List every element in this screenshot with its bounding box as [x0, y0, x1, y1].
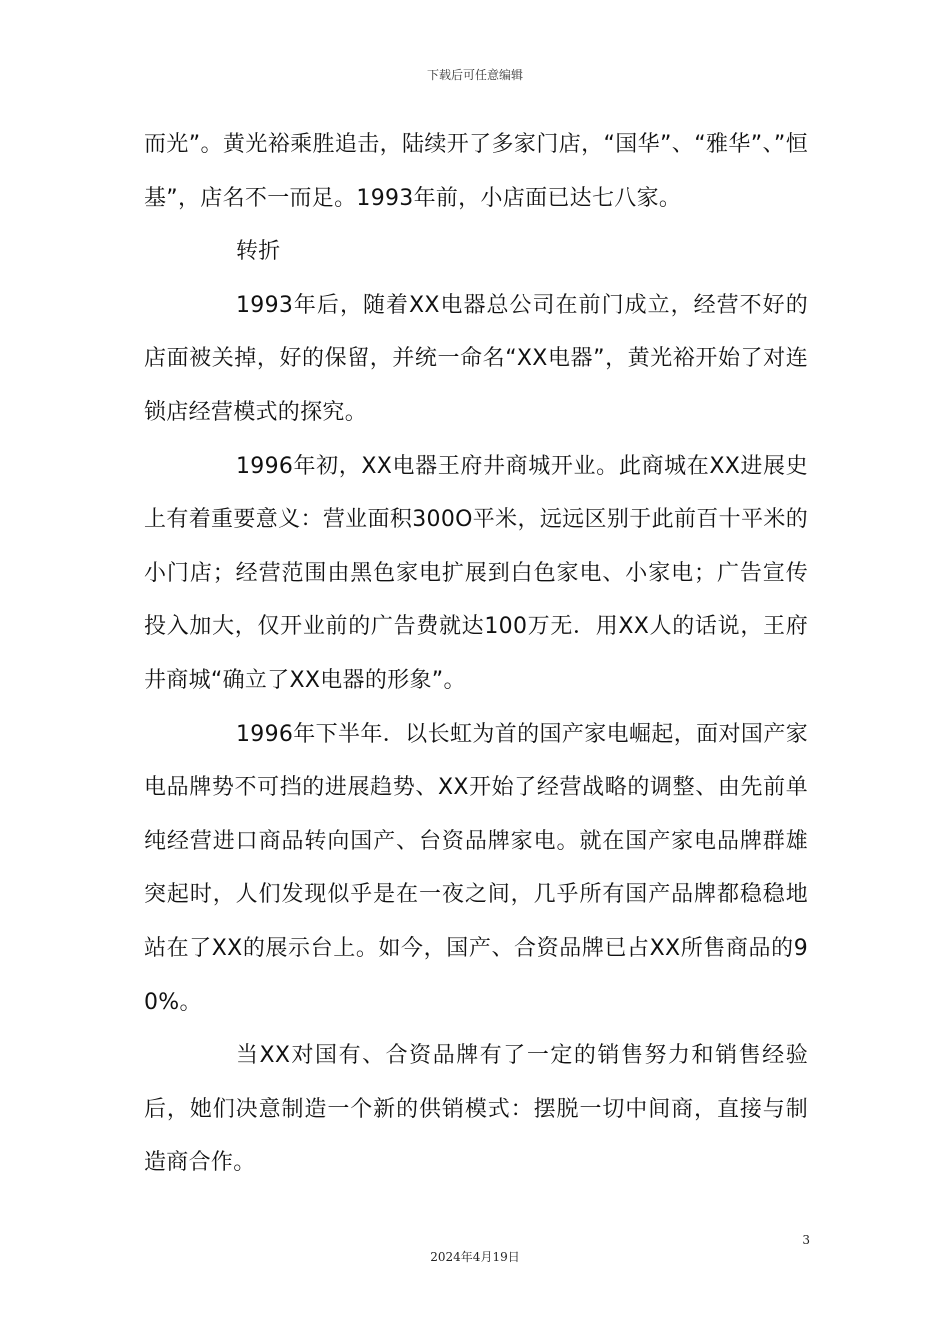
footer-date: 2024年4月19日	[430, 1250, 520, 1264]
page-header: 下载后可任意编辑	[426, 68, 523, 82]
document-body	[144, 118, 808, 1190]
paragraph-1996-early: 1996年初，XX电器王府井商城开业。此商城在XX进展史上有着重要意义：营业面积300O平米，远远区别于此前百十平米的小门店；经营范围由黑色家电扩展到白色家电、小家电；广告宣传投入加大，仅开业前的广告费就达100万无．用XX人的话说，王府井商城“确立了XX电器的形象”。	[144, 453, 808, 693]
paragraph-1996-late: 1996年下半年．以长虹为首的国产家电崛起，面对国产家电品牌势不可挡的进展趋势、XX开始了经营战略的调整、由先前单纯经营进口商品转向国产、台资品牌家电。就在国产家电品牌群雄突起时，人们发现似乎是在一夜之间，几乎所有国产品牌都稳稳地站在了XX的展示台上。如今，国产、合资品牌已占XX所售商品的90%。	[144, 721, 808, 1015]
paragraph-supply-model: 当XX对国有、合资品牌有了一定的销售努力和销售经验后，她们决意制造一个新的供销模式：摆脱一切中间商，直接与制造商合作。	[144, 1043, 808, 1176]
section-heading-turning-point: 转折	[236, 239, 281, 265]
paragraph-1993: 1993年后，随着XX电器总公司在前门成立，经营不好的店面被关掉，好的保留，并统一命名“XX电器”，黄光裕开始了对连锁店经营模式的探究。	[144, 292, 808, 425]
paragraph-continuation: 而光”。黄光裕乘胜追击，陆续开了多家门店，“国华”、“雅华”、”恒基”，店名不一而足。1993年前，小店面已达七八家。	[144, 132, 808, 211]
page-number: 3	[802, 1233, 810, 1247]
